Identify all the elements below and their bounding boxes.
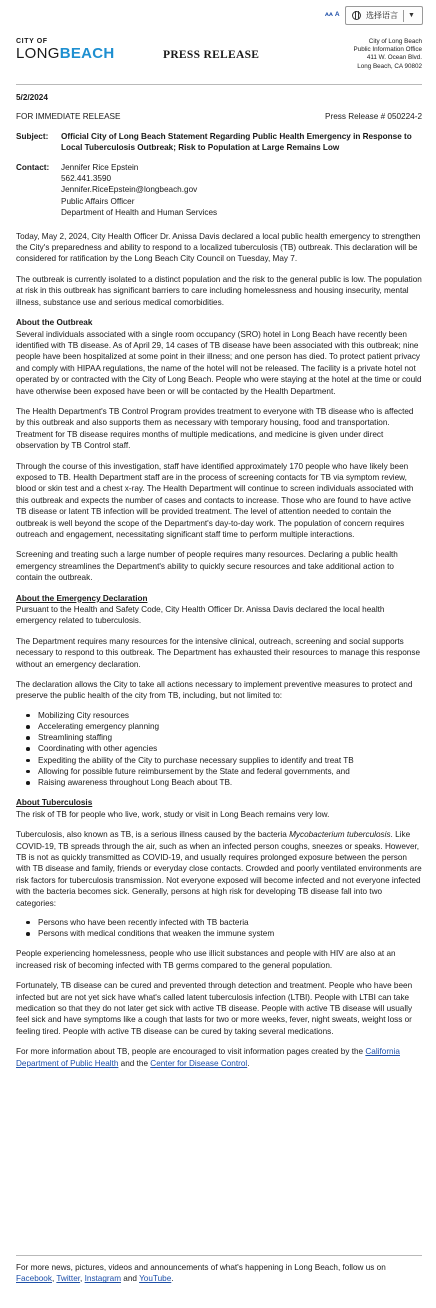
office-address — [354, 38, 422, 71]
paragraph — [16, 829, 422, 909]
list-item: Allowing for possible future reimbursement by the State and federal governments, and — [38, 766, 422, 777]
section-heading-emergency: About the Emergency Declaration — [16, 593, 148, 603]
social-footer — [16, 1262, 422, 1285]
press-header — [16, 38, 422, 84]
contact-row — [16, 162, 422, 219]
chevron-down-icon: ▼ — [408, 11, 415, 19]
facebook-link[interactable]: Facebook — [16, 1274, 52, 1284]
youtube-link[interactable]: YouTube — [139, 1274, 172, 1284]
paragraph — [16, 1046, 422, 1069]
contact-details — [61, 162, 422, 219]
globe-icon — [352, 11, 361, 20]
press-release-body — [16, 92, 422, 1069]
subject-text: Official City of Long Beach Statement Regarding Public Health Emergency in Response to Local Tuberculosis Outbreak; Risk to Population at Large Remains Low — [61, 131, 412, 153]
release-date: 5/2/2024 — [16, 93, 48, 102]
paragraph: The risk of TB for people who live, work, study or visit in Long Beach remains very low. — [16, 809, 330, 819]
language-selector[interactable] — [345, 6, 423, 25]
address-line: 411 W. Ocean Blvd. — [366, 54, 422, 62]
press-release-title: PRESS RELEASE — [163, 49, 260, 61]
list-item: Persons who have been recently infected with TB bacteria — [38, 917, 422, 928]
logo-beach: BEACH — [59, 45, 115, 62]
instagram-link[interactable]: Instagram — [84, 1274, 122, 1284]
footer-end: . — [171, 1274, 174, 1284]
logo-long: LONG — [16, 45, 60, 62]
header-divider — [16, 84, 422, 85]
contact-name: Jennifer Rice Epstein — [61, 162, 139, 172]
paragraph-text: For more information about TB, people are encouraged to visit information pages created by the — [16, 1047, 366, 1057]
paragraph: Screening and treating such a large number of people requires many resources. Declaring a public health emergency streamlines the Department's ability to quickly secure resources and take additional action to contain the outbreak. — [16, 550, 398, 583]
paragraph: The outbreak is currently isolated to a distinct population and the risk to the general public is low. The population at risk in this outbreak has significant barriers to care including homelessness and housing insecurity, mental illness, substance use and serious medical comorbidities. — [16, 274, 422, 307]
list-item: Streamlining staffing — [38, 732, 422, 743]
section-heading-outbreak: About the Outbreak — [16, 318, 93, 328]
contact-label: Contact: — [16, 162, 50, 172]
paragraph: People experiencing homelessness, people who use illicit substances and people with HIV are also at an increased risk of becoming infected with TB germs compared to the general population. — [16, 949, 396, 970]
declaration-actions-list — [38, 710, 422, 788]
paragraph: The Department requires many resources for the intensive clinical, outreach, screening and social supports necessary to respond to this outbreak. The Department has exhausted their resources to manage this response without an emergency declaration. — [16, 636, 420, 669]
address-line: Public Information Office — [353, 46, 422, 54]
bacteria-name: Mycobacterium tuberculosis — [289, 830, 391, 840]
cdph-link[interactable]: California Department of Public Health — [16, 1047, 400, 1068]
contact-title: Public Affairs Officer — [61, 196, 135, 206]
paragraph: The Health Department's TB Control Program provides treatment to everyone with TB disease who is affected by this outbreak and also supports them as necessary with temporary housing, food and transportation. Treatment for TB disease requires months of multiple medications, and medicine is given under direct observation by TB Control staff. — [16, 406, 414, 451]
subject-row — [16, 131, 422, 154]
section-heading-tuberculosis: About Tuberculosis — [16, 798, 93, 808]
logo-city-text: CITY OF — [16, 38, 48, 45]
language-label: 选择语言 — [366, 10, 398, 20]
language-divider — [403, 10, 404, 22]
paragraph: Today, May 2, 2024, City Health Officer Dr. Anissa Davis declared a local public health emergency to strengthen the City's preparedness and ability to respond to a localized tuberculosis (TB) outbreak. This declaration will be considered for ratification by the Long Beach City Council on Tuesday, May 7. — [16, 231, 421, 264]
contact-department: Department of Health and Human Services — [61, 208, 218, 218]
release-info-row — [16, 111, 422, 122]
font-size-toggle[interactable]: ᴀᴀ A — [325, 11, 340, 18]
list-item: Expediting the ability of the City to purchase necessary supplies to identify and treat TB — [38, 755, 422, 766]
contact-email: Jennifer.RiceEpstein@longbeach.gov — [61, 185, 198, 195]
footer-separator: and — [121, 1274, 140, 1284]
logo-name — [16, 46, 115, 62]
contact-phone: 562.441.3590 — [61, 174, 112, 184]
address-line: City of Long Beach — [368, 38, 422, 45]
list-item: Mobilizing City resources — [38, 710, 422, 721]
twitter-link[interactable]: Twitter — [56, 1274, 81, 1284]
footer-divider — [16, 1255, 422, 1256]
paragraph: Pursuant to the Health and Safety Code, City Health Officer Dr. Anissa Davis declared the local health emergency related to tuberculosis. — [16, 605, 385, 626]
risk-categories-list — [38, 917, 422, 939]
immediate-release-label: FOR IMMEDIATE RELEASE — [16, 112, 121, 122]
address-line: Long Beach, CA 90802 — [357, 62, 422, 70]
cdc-link[interactable]: Center for Disease Control — [150, 1058, 248, 1068]
paragraph-text: and the — [118, 1058, 151, 1068]
paragraph: Several individuals associated with a single room occupancy (SRO) hotel in Long Beach have recently been identified with TB disease. As of April 29, 14 cases of TB disease have been associated with this outbreak; nine people have been hospitalized at some point in their illness; and one person has died. To protect patient privacy and comply with HIPAA regulations, the name of the hotel will not be released. The facility is a private hotel not operated by or contracted with the City of Long Beach. People who were staying at the hotel at the time or could have otherwise been exposed have been or will be contacted by the Health Department. — [16, 329, 422, 396]
footer-text: For more news, pictures, videos and announcements of what's happening in Long Beach, follow us on — [16, 1263, 386, 1272]
list-item: Accelerating emergency planning — [38, 721, 422, 732]
paragraph: Fortunately, TB disease can be cured and prevented through detection and treatment. People who have been infected but are not yet sick have what's called latent tuberculosis infection (LTBI). People with LTBI can take medication so that they do not later get sick with active TB disease. People with active TB disease will usually feel sick and have symptoms like a cough that lasts for two or more weeks, fever, night sweats, weight loss or feeling tired. People with active TB disease can be cured by taking several medications. — [16, 981, 413, 1036]
paragraph-text: . Like COVID-19, TB spreads through the air, such as when an infected person coughs, sneezes or speaks. However, TB is not as quickly transmitted as COVID-19, and usually requires prolonged exposure between the person with TB disease and family, friends or everyday close contacts. Crowded and poorly ventilated environments are risk factors for tuberculosis transmission. Not everyone exposed will become infected and not everyone infected with the bacteria becomes sick. Generally, persons at high risk for developing TB disease fall into two categories: — [16, 830, 422, 908]
paragraph: Through the course of this investigation, staff have identified approximately 170 people who have likely been exposed to TB. Health Department staff are in the process of screening contacts for TB via symptom review, blood or skin test and a chest x-ray. The Health Department will continue to screen individuals associated with this outbreak and expects the number of cases and contacts to increase. Those who are found to have active TB disease or latent TB infection will be provided treatment. The level of attention needed to contain the outbreak is well beyond the scope of the Department's day-to-day work. The population of concern requires outreach and engagement, necessitating significant staff time to perform multiple interactions. — [16, 461, 414, 539]
press-release-number: Press Release # 050224-2 — [325, 112, 422, 122]
paragraph: The declaration allows the City to take all actions necessary to implement preventive measures to protect and preserve the public health of the city from TB, including, but not limited to: — [16, 680, 413, 701]
footer-separator: , — [80, 1274, 85, 1284]
list-item: Persons with medical conditions that weaken the immune system — [38, 928, 422, 939]
list-item: Coordinating with other agencies — [38, 743, 422, 754]
paragraph-text: Tuberculosis, also known as TB, is a serious illness caused by the bacteria — [16, 830, 290, 840]
footer-separator: , — [51, 1274, 57, 1284]
city-logo — [16, 38, 115, 62]
list-item: Raising awareness throughout Long Beach about TB. — [38, 777, 422, 788]
subject-label: Subject: — [16, 131, 49, 141]
top-bar — [0, 0, 436, 30]
paragraph-text: . — [247, 1058, 250, 1068]
